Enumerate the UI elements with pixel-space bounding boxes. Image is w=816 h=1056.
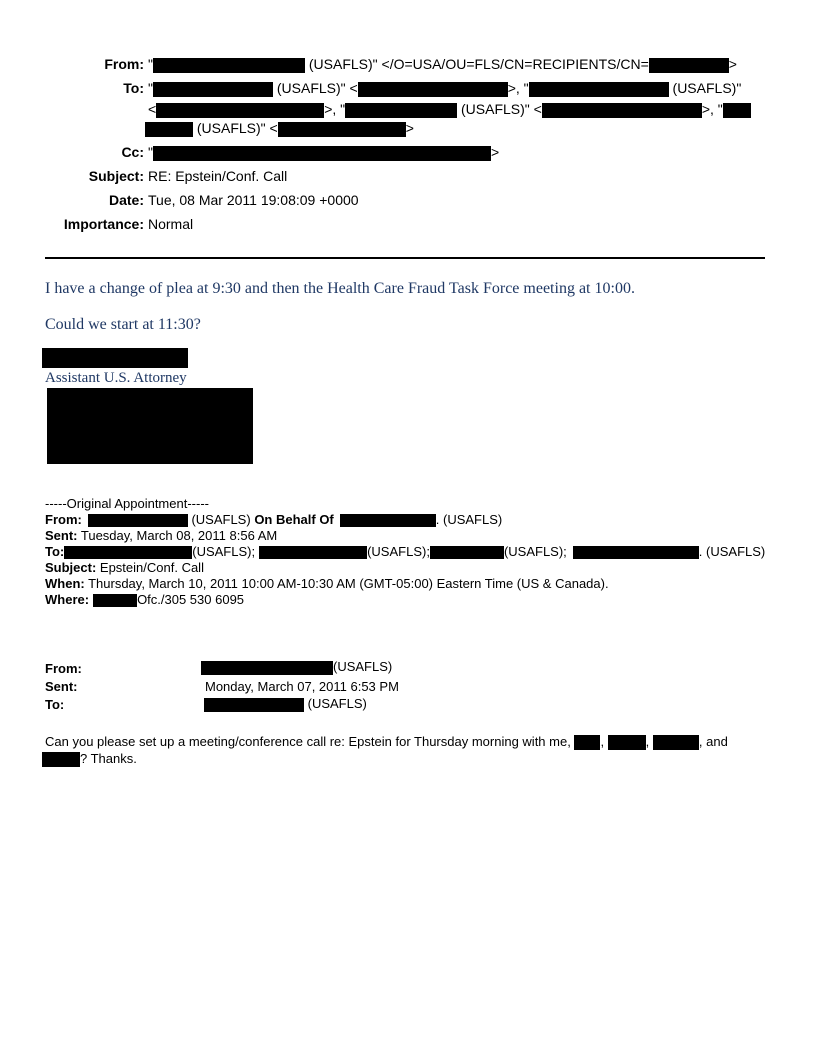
to-value-line1: " (USAFLS)" < >, " (USAFLS)" xyxy=(148,80,742,96)
redaction xyxy=(573,546,699,559)
fwd-from-value: (USAFLS) xyxy=(201,659,392,675)
redaction xyxy=(574,735,600,750)
appointment-to: To: (USAFLS); (USAFLS); (USAFLS); . (USAFLS) xyxy=(45,544,766,559)
redaction xyxy=(345,103,457,118)
appointment-sent: Sent: Tuesday, March 08, 2011 8:56 AM xyxy=(45,528,278,543)
redaction xyxy=(259,546,367,559)
appointment-subject: Subject: Epstein/Conf. Call xyxy=(45,560,204,575)
appointment-when: When: Thursday, March 10, 2011 10:00 AM-10:30 AM (GMT-05:00) Eastern Time (US & Canada). xyxy=(45,576,609,591)
redaction xyxy=(153,82,273,97)
redaction xyxy=(542,103,702,118)
fwd-message-line-2: ? Thanks. xyxy=(42,751,137,767)
redaction xyxy=(153,146,491,161)
redaction xyxy=(93,594,137,607)
fwd-sent-label: Sent: xyxy=(45,679,78,694)
body-line-1: I have a change of plea at 9:30 and then the Health Care Fraud Task Force meeting at 10:00. xyxy=(45,280,635,297)
signature-title: Assistant U.S. Attorney xyxy=(45,370,187,386)
redaction xyxy=(204,698,304,712)
cc-label: Cc: xyxy=(121,144,144,160)
from-value: " (USAFLS)" </O=USA/OU=FLS/CN=RECIPIENTS/CN= > xyxy=(148,56,737,72)
header-divider xyxy=(45,257,765,259)
subject-label: Subject: xyxy=(88,168,144,184)
from-label: From: xyxy=(104,56,144,72)
redaction xyxy=(723,103,751,118)
redaction xyxy=(340,514,436,527)
redaction xyxy=(153,58,305,73)
redaction xyxy=(430,546,504,559)
to-label: To: xyxy=(123,80,144,96)
appointment-from: From: (USAFLS) On Behalf Of . (USAFLS) xyxy=(45,512,503,527)
redaction xyxy=(649,58,729,73)
redaction xyxy=(653,735,699,750)
date-label: Date: xyxy=(108,192,144,208)
cc-value: " > xyxy=(148,144,500,160)
redaction xyxy=(88,514,188,527)
fwd-from-label: From: xyxy=(45,661,82,676)
redaction xyxy=(278,122,406,137)
redaction xyxy=(358,82,508,97)
importance-label: Importance: xyxy=(63,216,144,232)
fwd-sent-value: Monday, March 07, 2011 6:53 PM xyxy=(205,679,399,694)
signature-name-redaction xyxy=(42,348,188,368)
redaction xyxy=(608,735,646,750)
redaction xyxy=(201,661,333,675)
appointment-where: Where: Ofc./305 530 6095 xyxy=(45,592,245,607)
date-value: Tue, 08 Mar 2011 19:08:09 +0000 xyxy=(148,192,359,208)
to-value-line3: (USAFLS)" < > xyxy=(145,119,414,137)
redaction xyxy=(156,103,324,118)
fwd-message-line-1: Can you please set up a meeting/conference call re: Epstein for Thursday morning with me, , , , and xyxy=(45,734,728,749)
subject-value: RE: Epstein/Conf. Call xyxy=(148,168,288,184)
redaction xyxy=(64,546,192,559)
fwd-to-value: (USAFLS) xyxy=(204,696,367,712)
fwd-to-label: To: xyxy=(45,697,65,712)
redaction xyxy=(529,82,669,97)
to-value-line2: < >, " (USAFLS)" < >, " xyxy=(148,100,751,118)
appointment-heading: -----Original Appointment----- xyxy=(45,496,209,511)
redaction xyxy=(145,122,193,137)
redaction xyxy=(42,752,80,767)
signature-block-redaction xyxy=(47,388,253,464)
body-line-2: Could we start at 11:30? xyxy=(45,316,201,333)
importance-value: Normal xyxy=(148,216,194,232)
